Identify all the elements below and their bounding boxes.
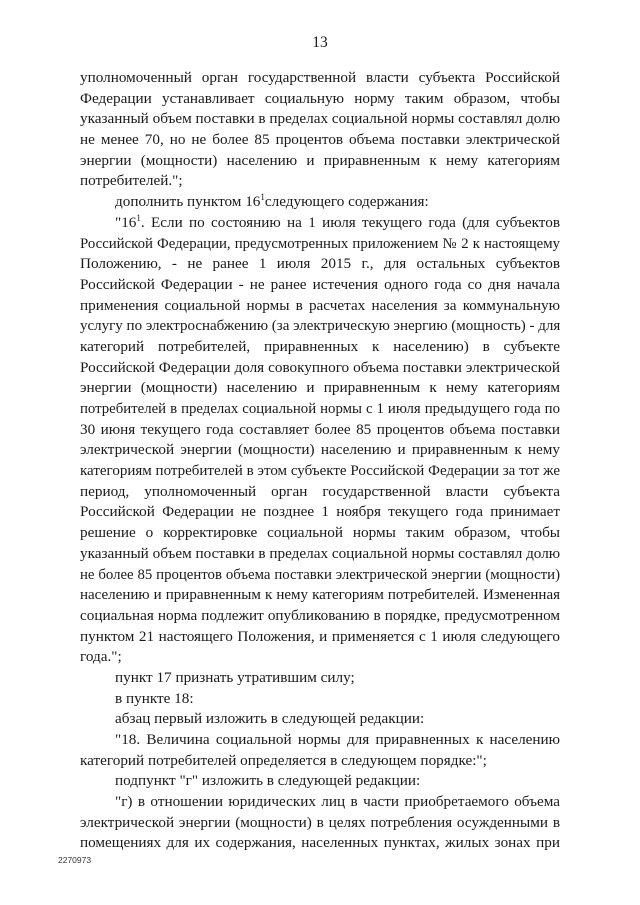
text-line xyxy=(80,192,560,213)
text-line: Российской Федерации не позднее 1 ноября текущего года принимает xyxy=(80,503,560,521)
page-number: 13 xyxy=(312,34,328,51)
text-line: "18. Величина социальной нормы для приравненных к населению xyxy=(115,731,560,748)
text-line: "г) в отношении юридических лиц в части приобретаемого объема xyxy=(115,793,560,811)
text-line: потребителей в пределах социальной нормы с 1 июля предыдущего года по xyxy=(80,401,560,417)
text-line: Положению, - не ранее 1 июля 2015 г., для остальных субъектов xyxy=(80,255,560,273)
superscript-index: 1 xyxy=(260,192,265,203)
text-line: энергии (мощности) населению и приравненным к нему категориям xyxy=(80,151,560,169)
text-line: электрической энергии (мощности) в целях потребления осужденными в xyxy=(80,813,560,831)
text-line: категорий потребителей определяется в следующем порядке:"; xyxy=(80,751,487,769)
text-line: абзац первый изложить в следующей редакции: xyxy=(115,710,425,728)
text-line: в пункте 18: xyxy=(115,689,194,707)
text-line: услугу по электроснабжению (за электрическую энергию (мощность) - для xyxy=(80,318,561,335)
text-line: Российской Федерации, предусмотренных приложением № 2 к настоящему xyxy=(80,235,560,252)
text-line: пунктом 21 настоящего Положения, и применяется с 1 июля следующего xyxy=(80,627,560,645)
text-line: потребителей."; xyxy=(80,172,183,190)
text-line: года."; xyxy=(80,648,122,666)
text-line: 30 июня текущего года составляет более 85 процентов объема поставки xyxy=(80,420,560,438)
text-line: пункт 17 признать утратившим силу; xyxy=(115,668,355,686)
document-body xyxy=(80,68,560,854)
document-code: 2270973 xyxy=(58,855,92,865)
text-segment: "16 xyxy=(115,213,137,231)
text-line: период, уполномоченный орган государственной власти субъекта xyxy=(80,482,560,500)
text-line: населению и приравненным к нему категориям потребителей. Измененная xyxy=(80,587,560,604)
text-line: категориям потребителей в этом субъекте Российской Федерации за тот же xyxy=(80,463,560,480)
text-line: указанный объем поставки в пределах социальной нормы составлял долю xyxy=(80,544,561,562)
text-line: Российской Федерации - не ранее истечения одного года со дня начала xyxy=(80,275,560,293)
superscript-index: 1 xyxy=(136,212,141,223)
text-segment: . Если по состоянию на 1 июля текущего года (для субъектов xyxy=(140,213,560,231)
text-line: помещениях для их содержания, населенных пунктах, жилых зонах при xyxy=(80,834,560,852)
text-line: Федерации устанавливает социальную норму таким образом, чтобы xyxy=(80,89,560,107)
text-segment: следующего содержания: xyxy=(264,193,429,211)
text-line: указанный объем поставки в пределах социальной нормы составлял долю xyxy=(80,110,561,128)
text-line: применения социальной нормы в расчетах населения за коммунальную xyxy=(80,296,560,314)
text-line: Российской Федерации доля совокупного объема поставки электрической xyxy=(80,358,560,376)
text-line: категорий потребителей, приравненных к населению) в субъекте xyxy=(80,337,560,355)
text-line: решение о корректировке социальной нормы таким образом, чтобы xyxy=(80,524,560,542)
text-line: не более 85 процентов объема поставки электрической энергии (мощности) xyxy=(80,566,560,583)
text-line: социальная норма подлежит опубликованию в порядке, предусмотренном xyxy=(80,606,560,624)
text-line: не менее 70, но не более 85 процентов объема поставки электрической xyxy=(80,131,560,149)
text-line xyxy=(80,213,560,234)
text-line: подпункт "г" изложить в следующей редакции: xyxy=(115,772,421,790)
text-line: электрической энергии (мощности) населению и приравненным к нему xyxy=(80,441,560,459)
text-line: энергии (мощности) населению и приравненным к нему категориям xyxy=(80,379,560,397)
text-line: уполномоченный орган государственной власти субъекта Российской xyxy=(80,69,560,86)
text-segment: дополнить пунктом 16 xyxy=(115,193,261,211)
